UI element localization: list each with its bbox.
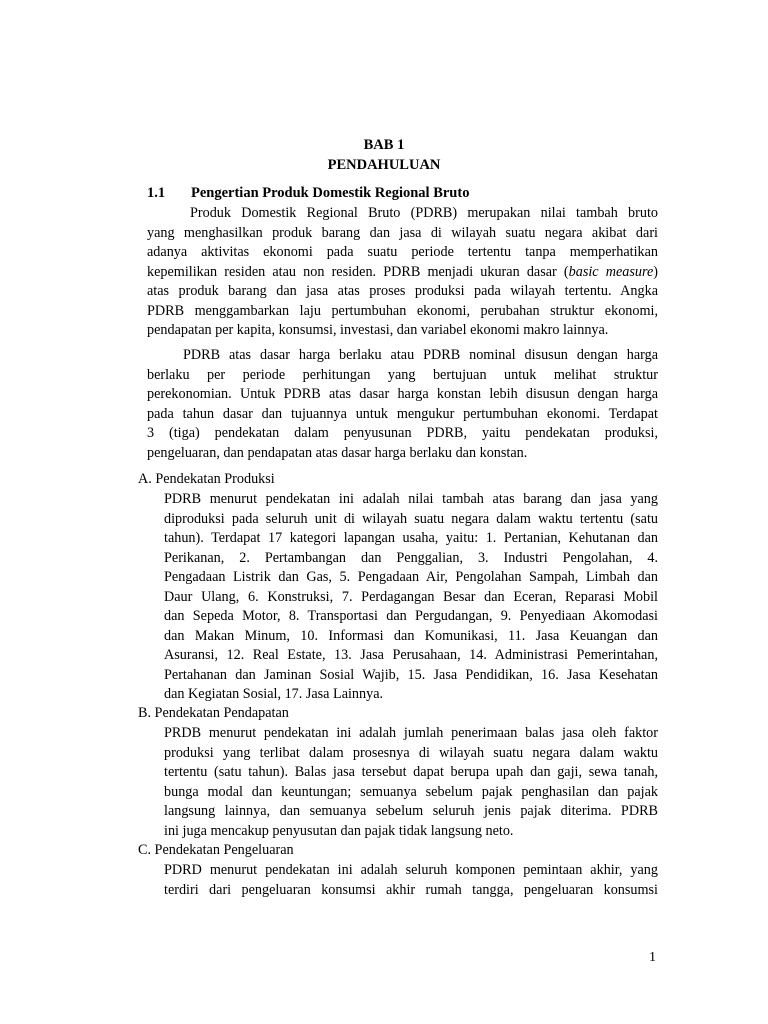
list-line: PDRD menurut pendekatan ini adalah seluruh komponen pemintaan akhir, yang [164,862,658,878]
list-line: langsung lainnya, dan semuanya sebelum seluruh jenis pajak diterima. PDRB [164,803,658,819]
paragraph-line: berlaku per periode perhitungan yang bertujuan untuk melihat struktur [147,366,658,383]
italic-term: basic measure [568,263,654,280]
chapter-label: BAB 1 [363,137,405,153]
list-line: bunga modal dan keuntungan; semuanya sebelum pajak penghasilan dan pajak [164,783,658,800]
section-title: Pengertian Produk Domestik Regional Bruto [191,185,470,201]
paragraph-line: PDRB atas dasar harga berlaku atau PDRB nominal disusun dengan harga [183,347,658,363]
paragraph-line: PDRB menggambarkan laju pertumbuhan ekonomi, perubahan struktur ekonomi, [147,302,658,319]
list-line: Perikanan, 2. Pertambangan dan Penggalian, 3. Industri Pengolahan, 4. [164,549,658,566]
paragraph-line: atas produk barang dan jasa atas proses produksi pada wilayah tertentu. Angka [147,283,658,299]
item-a-body [164,490,658,705]
list-line: PRDB menurut pendekatan ini adalah jumlah penerimaan balas jasa oleh faktor [164,725,658,741]
list-line: PDRB menurut pendekatan ini adalah nilai tambah atas barang dan jasa yang [164,491,658,507]
paragraph-line: pada tahun dasar dan tujuannya untuk mengukur pertumbuhan ekonomi. Terdapat [147,405,658,422]
list-line: terdiri dari pengeluaran konsumsi akhir rumah tangga, pengeluaran konsumsi [164,881,658,898]
item-c-title: C. Pendekatan Pengeluaran [138,842,294,858]
paragraph-line: 3 (tiga) pendekatan dalam penyusunan PDRB, yaitu pendekatan produksi, [147,425,658,441]
paragraph-line: pendapatan per kapita, konsumsi, investasi, dan variabel ekonomi makro lainnya. [147,322,609,338]
chapter-title: PENDAHULUAN [327,157,441,173]
list-line: ini juga mencakup penyusutan dan pajak tidak langsung neto. [164,822,514,839]
list-line: tahun). Terdapat 17 kategori lapangan usaha, yaitu: 1. Pertanian, Kehutanan dan [164,530,658,546]
paragraph-1 [147,204,658,341]
paragraph-2 [147,346,658,463]
list-line: Pengadaan Listrik dan Gas, 5. Pengadaan Air, Pengolahan Sampah, Limbah dan [164,569,658,585]
list-line: dan Makan Minum, 10. Informasi dan Komunikasi, 11. Jasa Keuangan dan [164,627,658,644]
paragraph-text: ) [653,263,658,280]
list-line: Pertahanan dan Jaminan Sosial Wajib, 15. Jasa Pendidikan, 16. Jasa Kesehatan [164,666,658,683]
list-line: dan Kegiatan Sosial, 17. Jasa Lainnya. [164,686,384,702]
list-line: tertentu (satu tahun). Balas jasa tersebut dapat berupa upah dan gaji, sewa tanah, [164,764,658,780]
paragraph-line: adanya aktivitas ekonomi pada suatu periode tertentu tanpa memperhatikan [147,244,658,260]
list-line: dan Sepeda Motor, 8. Transportasi dan Pergudangan, 9. Penyediaan Akomodasi [164,608,658,624]
paragraph-line: perekonomian. Untuk PDRB atas dasar harga konstan lebih disusun dengan harga [147,386,658,402]
item-b-title: B. Pendekatan Pendapatan [138,705,289,721]
paragraph-text: kepemilikan residen atau non residen. PDRB menjadi ukuran dasar ( [147,263,569,280]
item-c-body [164,861,658,900]
paragraph-line: pengeluaran, dan pendapatan atas dasar harga berlaku dan konstan. [147,444,528,461]
page-number: 1 [649,950,656,965]
list-line: produksi yang terlibat dalam prosesnya di wilayah suatu negara dalam waktu [164,744,658,761]
list-line: Asuransi, 12. Real Estate, 13. Jasa Perusahaan, 14. Administrasi Pemerintahan, [164,647,658,663]
paragraph-line: yang menghasilkan produk barang dan jasa di wilayah suatu negara akibat dari [147,224,658,241]
section-heading [147,183,667,203]
item-a-title: A. Pendekatan Produksi [138,471,275,487]
paragraph-line [147,263,658,283]
list-line: diproduksi pada seluruh unit di wilayah suatu negara dalam waktu tertentu (satu [164,510,658,527]
list-line: Daur Ulang, 6. Konstruksi, 7. Perdagangan Besar dan Eceran, Reparasi Mobil [164,588,658,605]
item-b-body [164,724,658,841]
section-number: 1.1 [147,185,166,201]
paragraph-line: Produk Domestik Regional Bruto (PDRB) merupakan nilai tambah bruto [190,205,658,221]
